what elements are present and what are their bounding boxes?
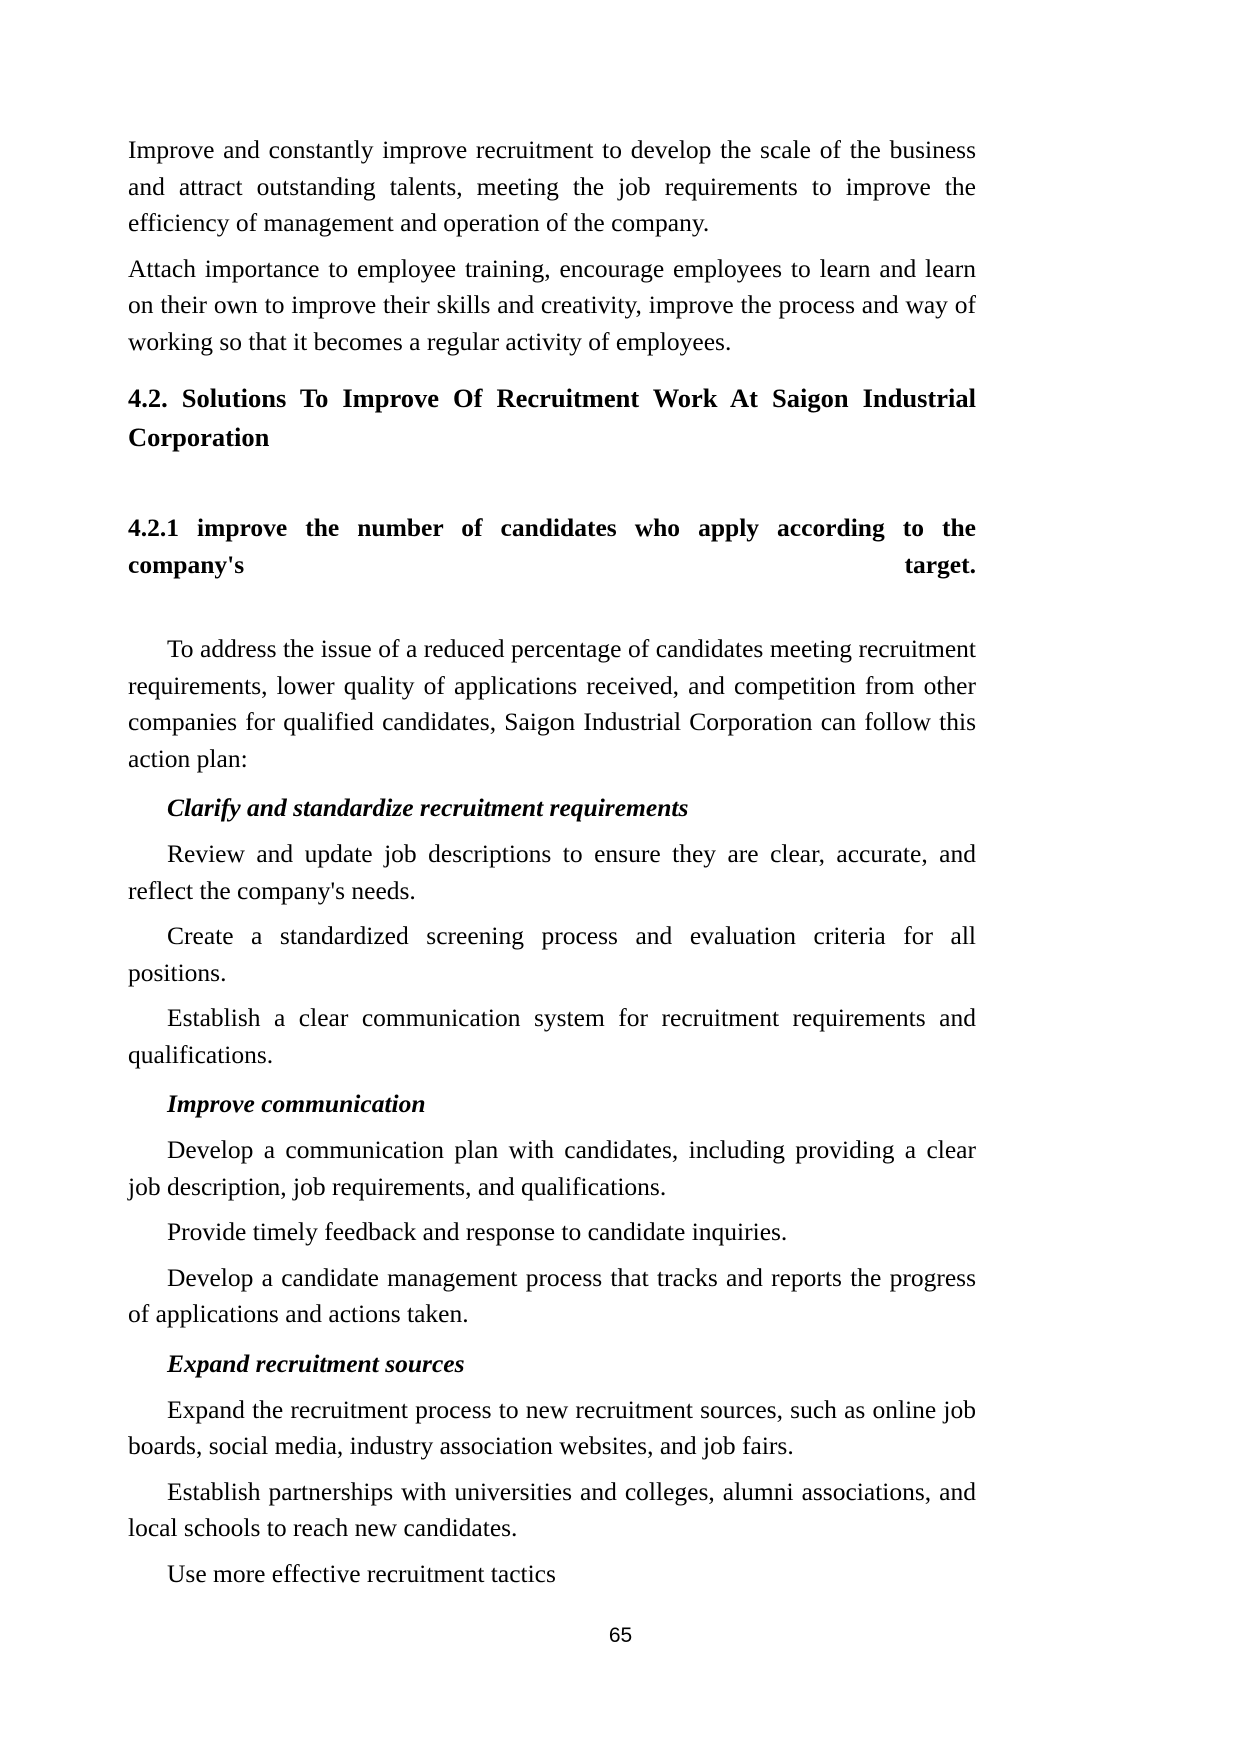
paragraph-effective-tactics: Use more effective recruitment tactics	[167, 1558, 556, 1588]
paragraph-standardized-screening: Create a standardized screening process and evaluation criteria for all positions.	[128, 921, 976, 987]
paragraph-employee-training: Attach importance to employee training, encourage employees to learn and learn on their own to improve their skills and creativity, improve the process and way of working so that it becomes a regular activity of employees.	[128, 253, 976, 356]
paragraph-action-plan-intro: To address the issue of a reduced percentage of candidates meeting recruitment requirements, lower quality of applications received, and competition from other companies for qualified candidates, Saigon Industrial Corporation can follow this action plan:	[128, 634, 976, 773]
page-number: 65	[608, 1624, 633, 1647]
page-body	[128, 132, 976, 1592]
paragraph-new-recruitment-sources: Expand the recruitment process to new recruitment sources, such as online job boards, social media, industry association websites, and job fairs.	[128, 1394, 976, 1460]
italic-heading-improve-communication: Improve communication	[167, 1089, 426, 1118]
paragraph-university-partnerships: Establish partnerships with universities and colleges, alumni associations, and local schools to reach new candidates.	[128, 1476, 976, 1542]
section-heading-4-2: 4.2. Solutions To Improve Of Recruitment Work At Saigon Industrial Corporation	[128, 383, 976, 452]
subsection-heading-4-2-1: 4.2.1 improve the number of candidates who apply according to the company's target.	[128, 513, 976, 579]
paragraph-review-job-descriptions: Review and update job descriptions to ensure they are clear, accurate, and reflect the company's needs.	[128, 839, 976, 905]
paragraph-timely-feedback: Provide timely feedback and response to candidate inquiries.	[167, 1217, 788, 1246]
paragraph-candidate-management: Develop a candidate management process that tracks and reports the progress of applications and actions taken.	[128, 1262, 976, 1328]
paragraph-communication-plan: Develop a communication plan with candidates, including providing a clear job description, job requirements, and qualifications.	[128, 1135, 976, 1201]
italic-heading-expand-recruitment-sources: Expand recruitment sources	[167, 1348, 465, 1378]
paragraph-communication-system: Establish a clear communication system for recruitment requirements and qualifications.	[128, 1003, 976, 1069]
italic-heading-clarify-standardize: Clarify and standardize recruitment requirements	[167, 793, 689, 822]
paragraph-improve-recruitment: Improve and constantly improve recruitment to develop the scale of the business and attract outstanding talents, meeting the job requirements to improve the efficiency of management and operation of the company.	[128, 135, 976, 237]
